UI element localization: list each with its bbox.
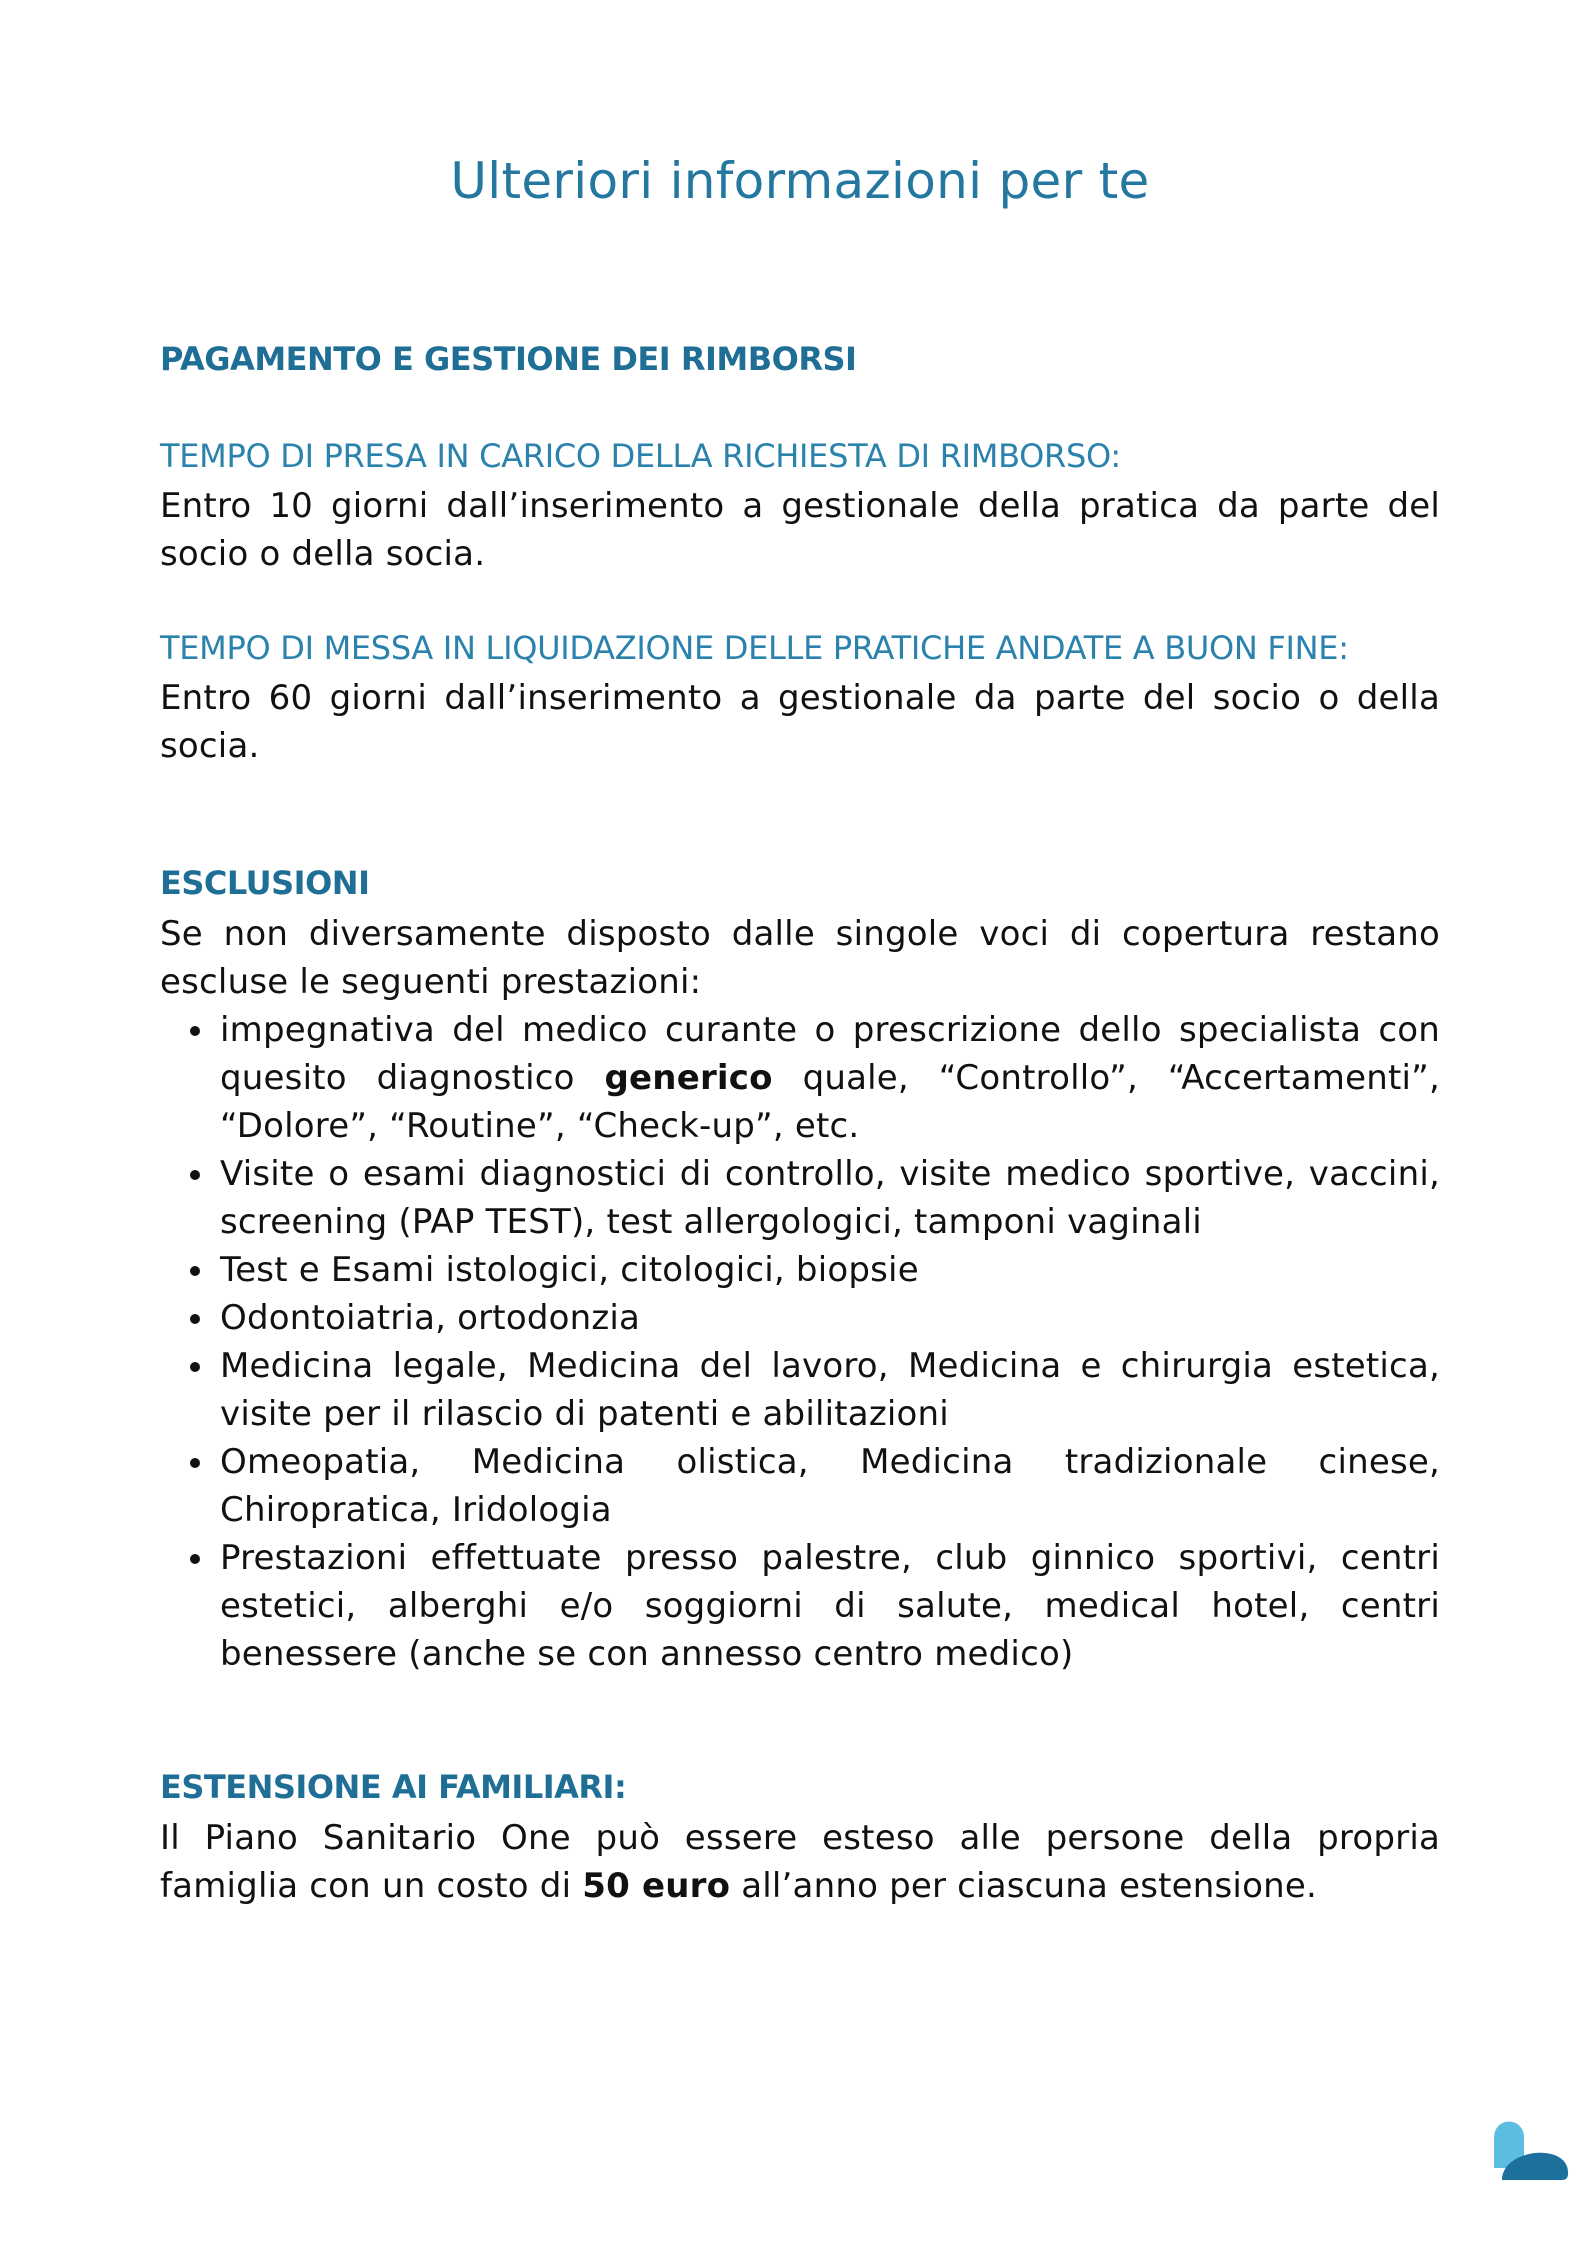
- section-heading-payment: PAGAMENTO E GESTIONE DEI RIMBORSI: [160, 340, 857, 378]
- list-item: [160, 1006, 1440, 1150]
- exclusions-intro: Se non diversamente disposto dalle singole voci di copertura restano escluse le seguenti prestazioni:: [160, 914, 1440, 1002]
- label-presa-in-carico: TEMPO DI PRESA IN CARICO DELLA RICHIESTA DI RIMBORSO:: [160, 437, 1121, 475]
- text-messa-in-liquidazione: Entro 60 giorni dall’inserimento a gestionale da parte del socio o della socia.: [160, 678, 1440, 766]
- bold-text: generico: [604, 1058, 773, 1098]
- family-text-part: Il Piano Sanitario One può essere esteso alle persone della propria famiglia con un costo di: [160, 1818, 1440, 1906]
- label-messa-in-liquidazione: TEMPO DI MESSA IN LIQUIDAZIONE DELLE PRATICHE ANDATE A BUON FINE:: [160, 629, 1349, 667]
- family-text: [160, 1814, 1440, 1910]
- list-item: Visite o esami diagnostici di controllo, visite medico sportive, vaccini, screening (PAP TEST), test allergologici, tamponi vaginali: [160, 1150, 1440, 1246]
- list-item-text: impegnativa del medico curante o prescrizione dello specialista con quesito diagnostico: [220, 1010, 1440, 1098]
- list-item: Omeopatia, Medicina olistica, Medicina tradizionale cinese, Chiropratica, Iridologia: [160, 1438, 1440, 1534]
- list-item: Prestazioni effettuate presso palestre, club ginnico sportivi, centri estetici, alberghi e/o soggiorni di salute, medical hotel, centri benessere (anche se con annesso centro medico): [160, 1534, 1440, 1678]
- list-item: Test e Esami istologici, citologici, biopsie: [160, 1246, 1440, 1294]
- list-item: Medicina legale, Medicina del lavoro, Medicina e chirurgia estetica, visite per il rilascio di patenti e abilitazioni: [160, 1342, 1440, 1438]
- page-title: Ulteriori informazioni per te: [450, 152, 1150, 210]
- bold-text: 50 euro: [582, 1866, 731, 1906]
- text-presa-in-carico: Entro 10 giorni dall’inserimento a gestionale della pratica da parte del socio o della socia.: [160, 486, 1440, 574]
- section-heading-family: ESTENSIONE AI FAMILIARI:: [160, 1768, 627, 1806]
- exclusions-list: [160, 1006, 1440, 1678]
- section-heading-exclusions: ESCLUSIONI: [160, 864, 370, 902]
- family-text-part: all’anno per ciascuna estensione.: [730, 1866, 1317, 1906]
- list-item-text: quale, “Controllo”, “Accertamenti”, “Dolore”, “Routine”, “Check-up”, etc.: [220, 1058, 1440, 1146]
- brand-logo-icon: [1488, 2108, 1570, 2182]
- list-item: Odontoiatria, ortodonzia: [160, 1294, 1440, 1342]
